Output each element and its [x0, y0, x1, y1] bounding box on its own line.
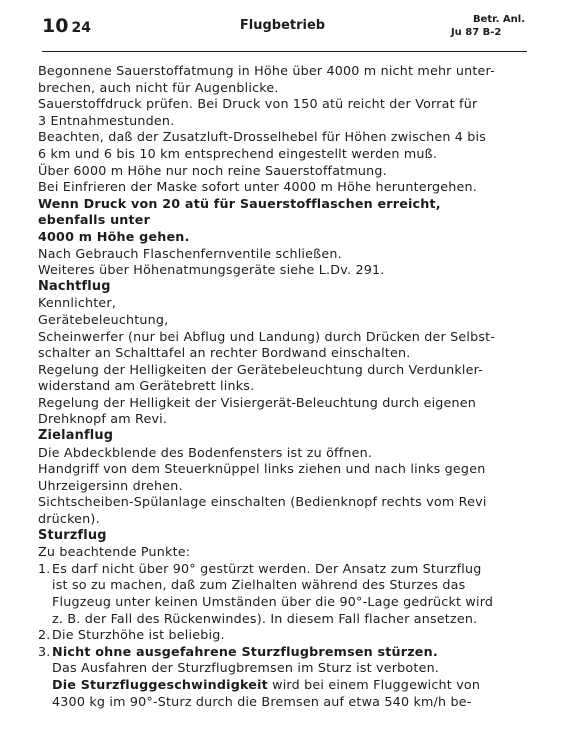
text-line: Flugzeug unter keinen Umständen über die 90°-Lage gedrückt wird: [52, 594, 494, 609]
bold-text-line: Wenn Druck von 20 atü für Sauerstofflaschen erreicht, ebenfalls unter: [38, 195, 441, 228]
list-number: 3.: [38, 643, 51, 659]
text-line: widerstand am Gerätebrett links.: [38, 378, 255, 394]
text-line: Sauerstoffdruck prüfen. Bei Druck von 150 atü reicht der Vorrat für: [38, 96, 478, 112]
header-ref-line1: Betr. Anl.: [472, 14, 525, 25]
text-line: ist so zu machen, daß zum Zielhalten während des Sturzes das: [52, 577, 466, 593]
text-line: brechen, auch nicht für Augenblicke.: [38, 79, 279, 95]
list-item: [38, 627, 506, 644]
text-line: Nach Gebrauch Flaschenfernventile schließen.: [38, 245, 342, 261]
list-item: [38, 561, 506, 627]
numbered-list: [38, 561, 506, 710]
text-line: Regelung der Helligkeiten der Gerätebeleuchtung durch Verdunkler-: [38, 361, 484, 377]
text-span: wird bei einem Fluggewicht von: [267, 676, 481, 692]
header-ref-line2: Ju 87 B-2: [450, 27, 502, 38]
section-heading-zielanflug: Zielanflug: [38, 428, 114, 444]
text-line: Handgriff von dem Steuerknüppel links ziehen und nach links gegen: [38, 461, 486, 477]
text-line: Gerätebeleuchtung,: [38, 311, 169, 327]
text-line: Beachten, daß der Zusatzluft-Drosselhebel für Höhen zwischen 4 bis: [38, 129, 487, 145]
section-heading-sturzflug: Sturzflug: [38, 527, 107, 543]
page-number-main: 10: [42, 15, 69, 37]
text-line: 3 Entnahmestunden.: [38, 112, 175, 128]
text-line: Uhrzeigersinn drehen.: [38, 477, 183, 493]
page-number-sub: 24: [71, 20, 91, 36]
text-line: z. B. der Fall des Rückenwindes). In diesem Fall flacher ansetzen.: [52, 610, 478, 626]
text-line: Das Ausfahren der Sturzflugbremsen im Sturz ist verboten.: [52, 660, 440, 676]
text-line: Über 6000 m Höhe nur noch reine Sauerstoffatmung.: [38, 162, 387, 178]
text-line: Es darf nicht über 90° gestürzt werden. Der Ansatz zum Sturzflug: [52, 560, 482, 576]
zielanflug-section: [38, 428, 506, 528]
text-line: drücken).: [38, 511, 100, 527]
bold-phrase: Die Sturzfluggeschwindigkeit: [52, 676, 268, 692]
list-number: 1.: [38, 560, 51, 576]
text-line: Weiteres über Höhenatmungsgeräte siehe L.Dv. 291.: [38, 262, 385, 278]
text-line: Regelung der Helligkeit der Visiergerät-Beleuchtung durch eigenen: [38, 394, 477, 410]
text-line: Drehknopf am Revi.: [38, 411, 168, 427]
text-line: Begonnene Sauerstoffatmung in Höhe über 4000 m nicht mehr unter-: [38, 63, 495, 78]
section-heading-nachtflug: Nachtflug: [38, 278, 111, 294]
text-line: Kennlichter,: [38, 295, 117, 311]
oxygen-section: [38, 63, 506, 279]
nachtflug-section: [38, 279, 506, 428]
text-line: [52, 677, 506, 694]
page-header: [0, 8, 565, 48]
text-line: Zu beachtende Punkte:: [38, 544, 191, 560]
body-text: [38, 63, 506, 710]
list-item: [38, 644, 506, 710]
bold-text-line: 4000 m Höhe gehen.: [38, 228, 190, 244]
text-line: Scheinwerfer (nur bei Abflug und Landung) durch Drücken der Selbst-: [38, 328, 496, 344]
sturzflug-section: [38, 528, 506, 711]
text-line: Bei Einfrieren der Maske sofort unter 4000 m Höhe heruntergehen.: [38, 179, 477, 195]
text-line: schalter an Schalttafel an rechter Bordwand einschalten.: [38, 345, 411, 361]
list-number: 2.: [38, 627, 51, 643]
text-line: Die Sturzhöhe ist beliebig.: [52, 627, 225, 643]
text-line: 4300 kg im 90°-Sturz durch die Bremsen auf etwa 540 km/h be-: [52, 693, 472, 709]
header-reference: [451, 13, 525, 39]
text-line: Die Abdeckblende des Bodenfensters ist zu öffnen.: [38, 444, 373, 460]
text-line: Sichtscheiben-Spülanlage einschalten (Bedienknopf rechts vom Revi: [38, 494, 487, 510]
header-title: Flugbetrieb: [239, 18, 326, 33]
bold-text-line: Nicht ohne ausgefahrene Sturzflugbremsen stürzen.: [52, 643, 438, 659]
text-line: 6 km und 6 bis 10 km entsprechend eingestellt werden muß.: [38, 145, 438, 161]
header-rule: [42, 51, 527, 52]
